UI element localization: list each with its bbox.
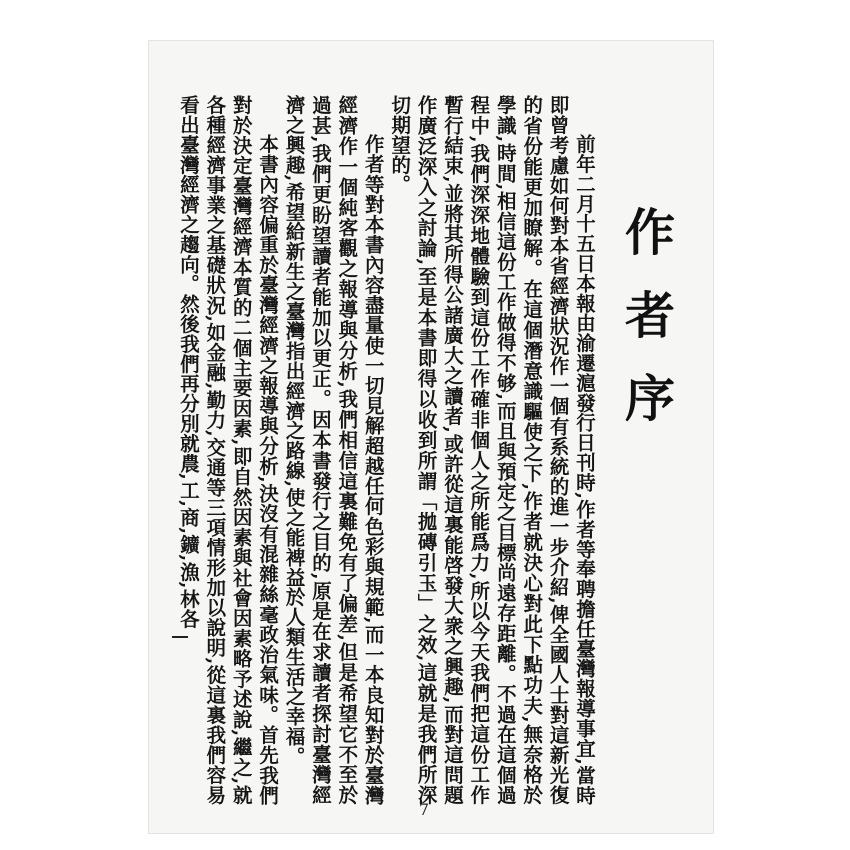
title-char-1: 作 [625,203,675,262]
page-title [618,203,682,428]
title-char-3: 序 [625,369,675,428]
body-text [175,95,597,805]
paragraph-3: 本書內容偏重於臺灣經濟之報導與分析,決沒有混雜絲毫政治氣味。首先我們對於決定臺灣經濟本質的二個主要因素,即自然因素與社會因素略予述說,繼之,就各種經濟事業之基礎狀況,如金融,勤力,交通等三項情形加以說明,從這裏我們容易看出臺灣經濟之趨向。然後我們再分別就農,工,商,鑛,漁,林各 [176,95,280,805]
paragraph-2: 作者等對本書內容盡量使一切見解超越任何色彩與規範,而一本良知對於臺灣經濟作一個純客觀之報導與分析,我們相信這裏難免有了偏差,但是希望它不至於過甚,我們更盼望讀者能加以更正。因本書發行之目的,原是在求讀者探討臺灣經濟之興趣,希望給新生之臺灣指出經濟之路線,使之能裨益於人類生活之幸福。 [282,95,385,805]
title-char-2: 者 [625,286,675,345]
page-number: 7 [418,800,430,819]
paragraph-1: 前年二月十五日本報由渝遷滬發行日刊時,作者等奉聘擔任臺灣報導事宜,當時即曾考慮如何對本省經濟狀況作一個有系統的進一步介紹,俾全國人士對這新光復的省份能更加瞭解。在這個潛意識驅使之下,作者就決心對此下點功夫,無奈格於學識,時間,相信這份工作做得不够,而且與預定之目標尚遠存距離。不過在這個過程中,我們深深地體驗到這份工作確非個人之所能爲力,所以今天我們把這份工作暫行結束,並將其所得公諸廣大之讀者,或許從這裏能啓發大衆之興趣,而對這問題作廣泛深入之討論,至是本書即得以收到所謂「拋磚引玉」之效,這就是我們所深切期望的。 [388,95,596,805]
margin-dash [172,636,188,638]
